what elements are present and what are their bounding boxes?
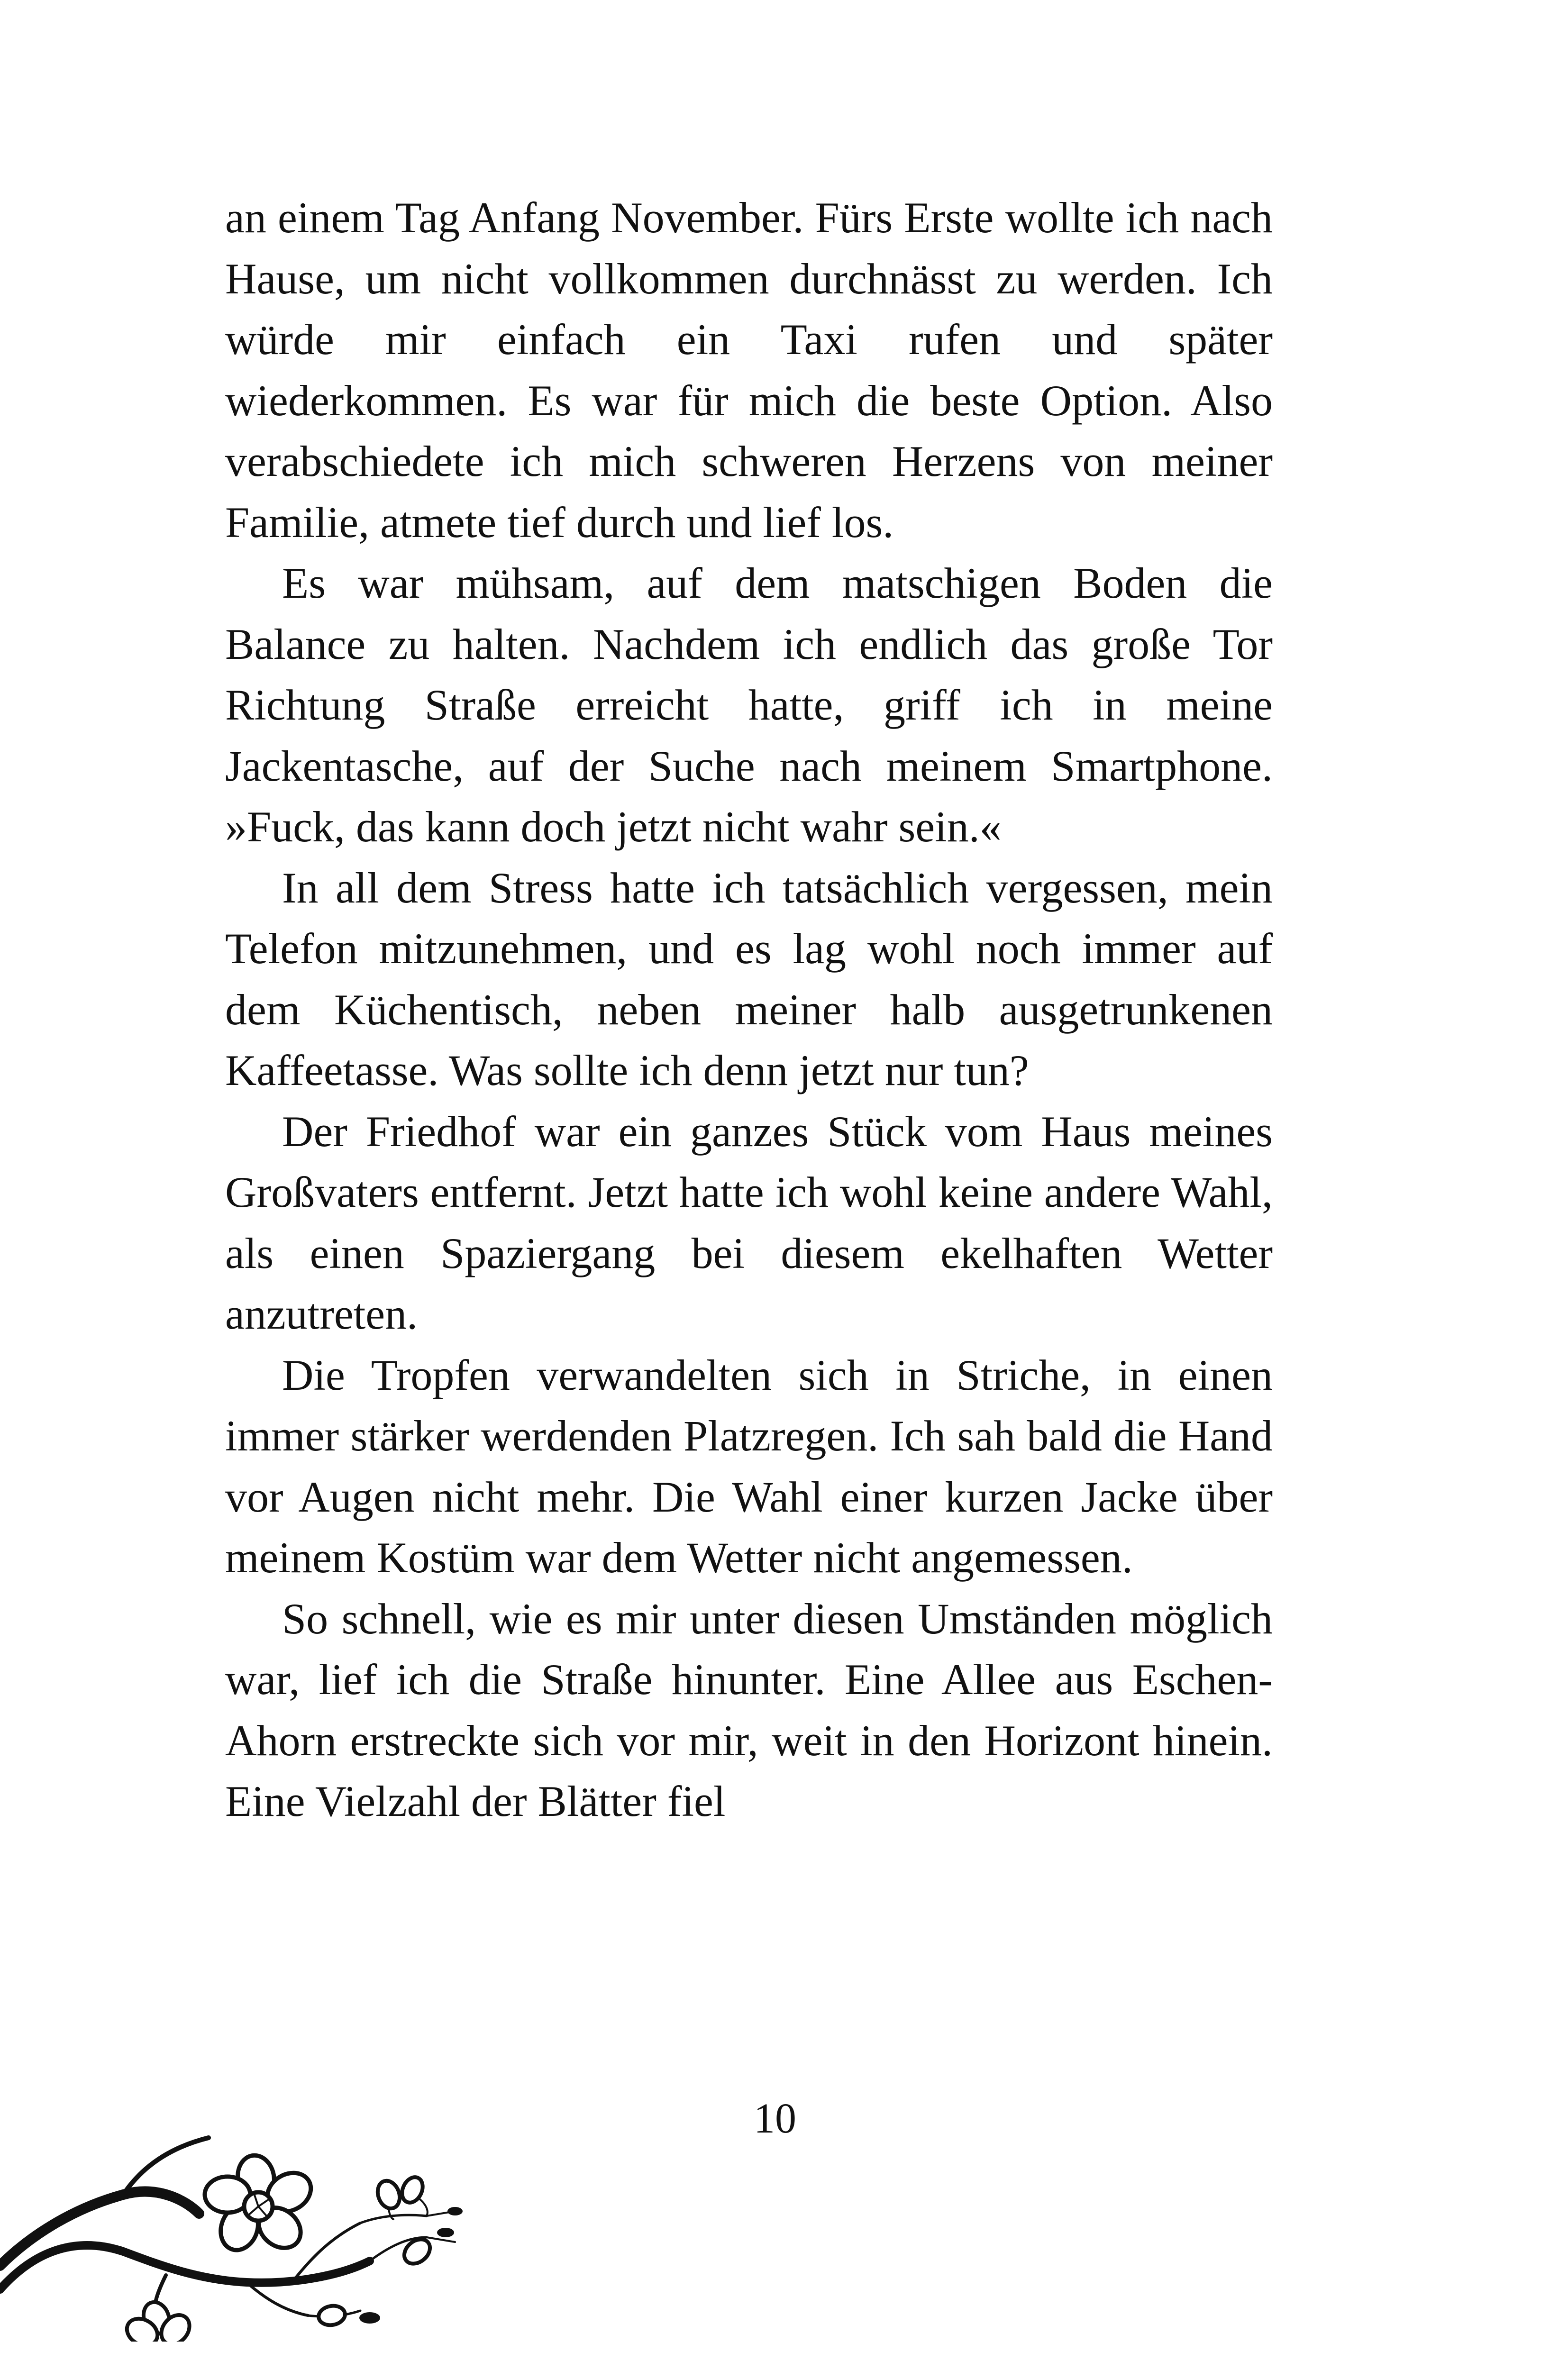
- paragraph-4: Der Friedhof war ein ganzes Stück vom Haus meines Großvaters entfernt. Jetzt hatte ich wohl keine andere Wahl, als einen Spaziergang bei diesem ekelhaften Wetter anzutreten.: [225, 1107, 1273, 1338]
- page-number: 10: [754, 2095, 796, 2142]
- paragraph-3: In all dem Stress hatte ich tatsächlich vergessen, mein Telefon mitzunehmen, und es lag wohl noch immer auf dem Küchentisch, neben meiner halb ausgetrunkenen Kaffeetasse. Was sollte ich denn jetzt nur tun?: [225, 863, 1273, 1094]
- cherry-blossom-branch-icon: [0, 2095, 483, 2342]
- paragraph-5: Die Tropfen verwandelten sich in Striche, in einen immer stärker werdenden Platzregen. Ich sah bald die Hand vor Augen nicht mehr. Die Wahl einer kurzen Jacke über meinem Kostüm war dem Wetter nicht angemessen.: [225, 1350, 1273, 1582]
- paragraph-6: So schnell, wie es mir unter diesen Umständen möglich war, lief ich die Straße hinunter. Eine Allee aus Eschen-Ahorn erstreckte sich vor mir, weit in den Horizont hinein. Eine Vielzahl der Blätter fiel: [225, 1594, 1273, 1825]
- body-text: [225, 187, 1273, 1832]
- paragraph-1: an einem Tag Anfang November. Fürs Erste wollte ich nach Hause, um nicht vollkommen durchnässt zu werden. Ich würde mir einfach ein Taxi rufen und später wiederkommen. Es war für mich die beste Option. Also verabschiedete ich mich schweren Herzens von meiner Familie, atmete tief durch und lief los.: [225, 193, 1273, 547]
- paragraph-2: Es war mühsam, auf dem matschigen Boden die Balance zu halten. Nachdem ich endlich das große Tor Richtung Straße erreicht hatte, griff ich in meine Jackentasche, auf der Suche nach meinem Smartphone. »Fuck, das kann doch jetzt nicht wahr sein.«: [225, 559, 1273, 851]
